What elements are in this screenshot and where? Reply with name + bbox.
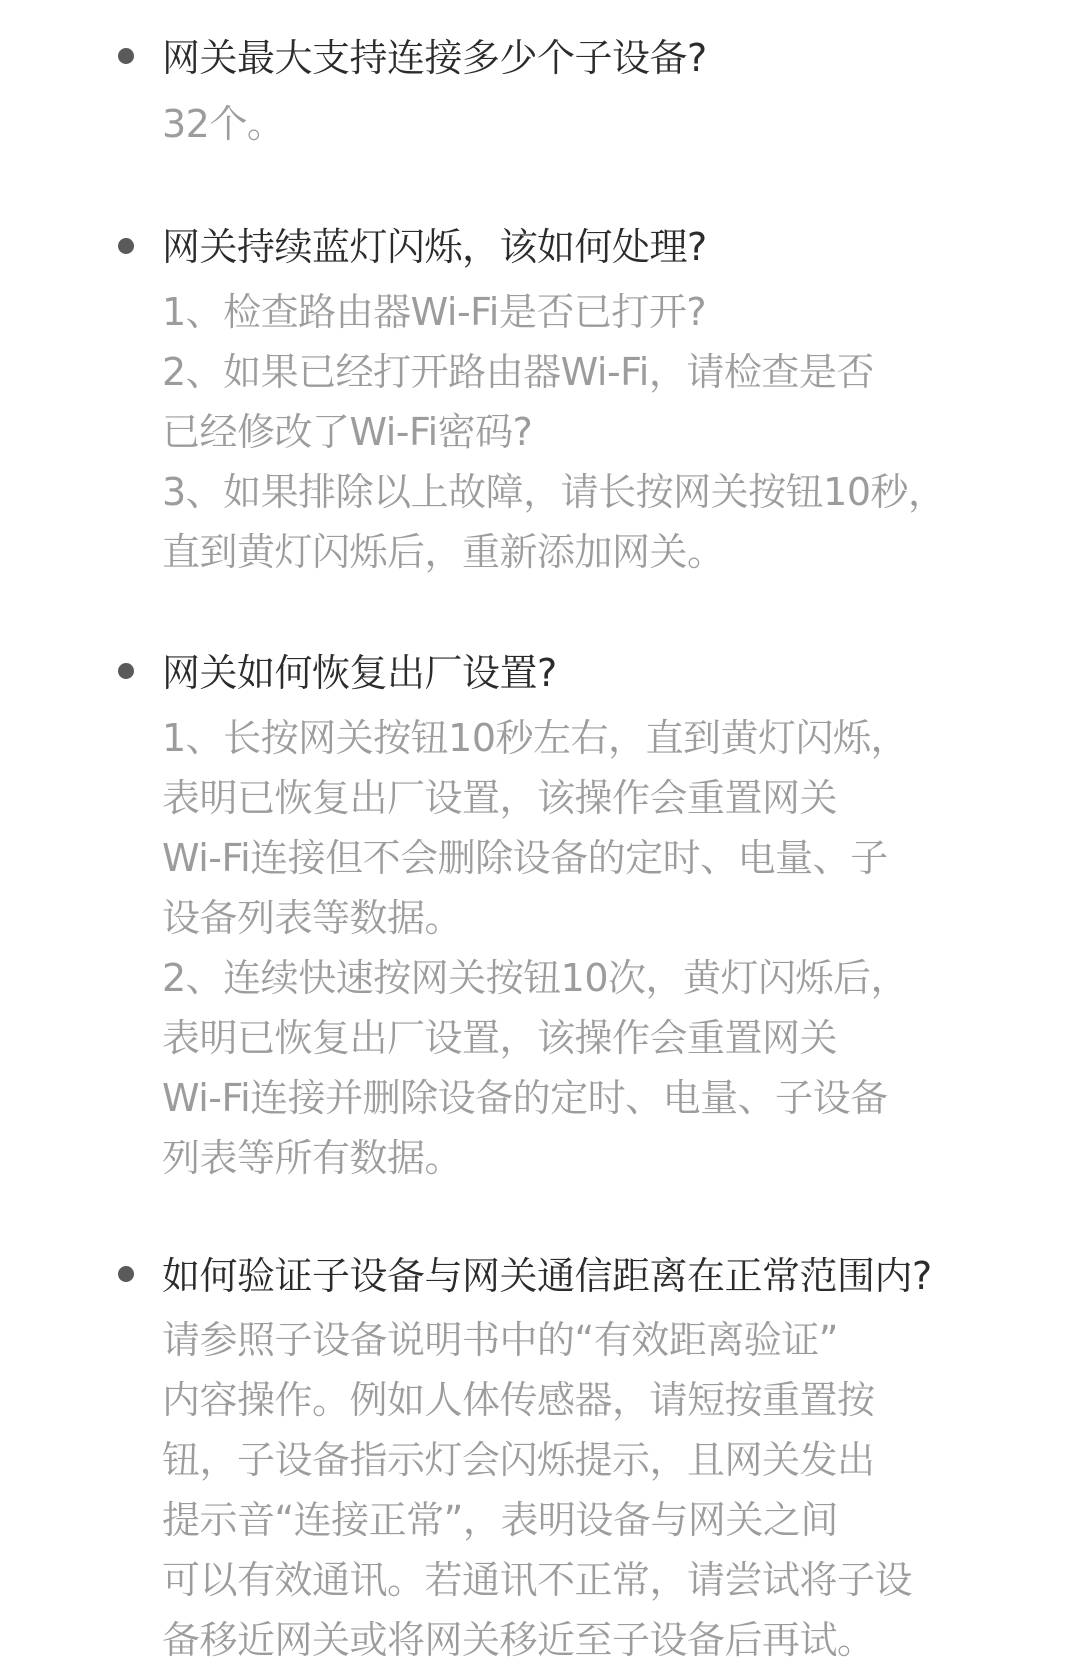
- faq-answer-line: 表明已恢复出厂设置，该操作会重置网关: [162, 776, 838, 820]
- faq-answer-line: 已经修改了Wi-Fi密码?: [162, 410, 533, 454]
- faq-answer-line: 钮，子设备指示灯会闪烁提示，且网关发出: [162, 1438, 875, 1482]
- faq-answer-line: 3、如果排除以上故障，请长按网关按钮10秒，: [162, 470, 946, 514]
- bullet-icon: [118, 238, 134, 254]
- faq-answer-line: 2、连续快速按网关按钮10次，黄灯闪烁后，: [162, 956, 909, 1000]
- bullet-icon: [118, 48, 134, 64]
- bullet-icon: [118, 663, 134, 679]
- faq-answer-line: 2、如果已经打开路由器Wi-Fi，请检查是否: [162, 350, 874, 394]
- faq-answer-line: 可以有效通讯。若通讯不正常，请尝试将子设: [162, 1558, 913, 1602]
- faq-answer-line: 1、长按网关按钮10秒左右，直到黄灯闪烁，: [162, 716, 909, 760]
- faq-answer-line: 表明已恢复出厂设置，该操作会重置网关: [162, 1016, 838, 1060]
- faq-answer-line: 请参照子设备说明书中的“有效距离验证”: [162, 1318, 838, 1362]
- faq-question: 网关如何恢复出厂设置?: [162, 651, 557, 695]
- faq-answer-line: 32个。: [162, 102, 285, 146]
- faq-question: 如何验证子设备与网关通信距离在正常范围内?: [162, 1254, 932, 1298]
- faq-answer-line: Wi-Fi连接但不会删除设备的定时、电量、子: [162, 836, 888, 880]
- faq-answer-line: 内容操作。例如人体传感器，请短按重置按: [162, 1378, 875, 1422]
- faq-question: 网关最大支持连接多少个子设备?: [162, 36, 707, 80]
- bullet-icon: [118, 1266, 134, 1282]
- faq-answer-line: 直到黄灯闪烁后，重新添加网关。: [162, 530, 725, 574]
- faq-answer-line: 设备列表等数据。: [162, 896, 463, 940]
- faq-answer-line: 1、检查路由器Wi-Fi是否已打开?: [162, 290, 707, 334]
- faq-question: 网关持续蓝灯闪烁，该如何处理?: [162, 225, 707, 269]
- faq-answer-line: 备移近网关或将网关移近至子设备后再试。: [162, 1618, 875, 1662]
- faq-answer-line: 列表等所有数据。: [162, 1136, 463, 1180]
- faq-answer-line: 提示音“连接正常”，表明设备与网关之间: [162, 1498, 838, 1542]
- faq-answer-line: Wi-Fi连接并删除设备的定时、电量、子设备: [162, 1076, 888, 1120]
